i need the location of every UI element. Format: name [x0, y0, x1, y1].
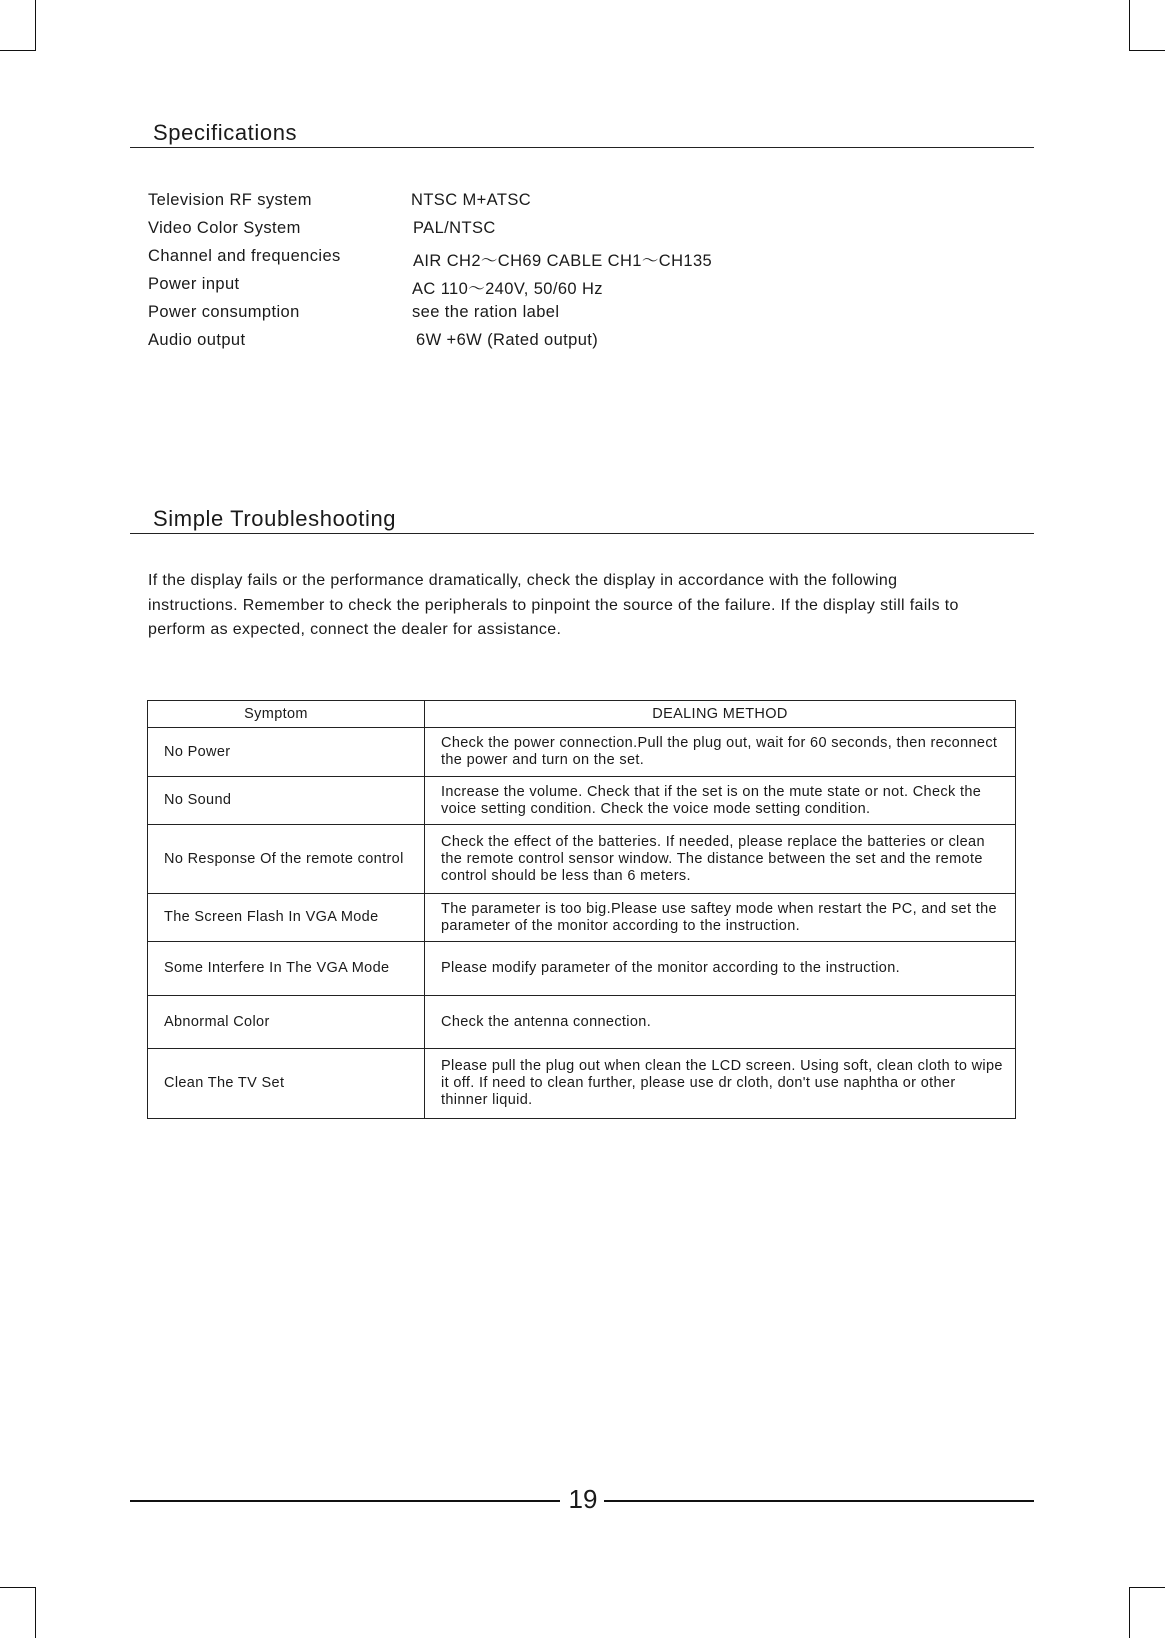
- method-cell: Increase the volume. Check that if the set is on the mute state or not. Check the voice setting condition. Check the voice mode setting condition.: [425, 777, 1016, 825]
- method-cell: The parameter is too big.Please use saftey mode when restart the PC, and set the parameter of the monitor according to the instruction.: [425, 894, 1016, 942]
- symptom-cell: Clean The TV Set: [148, 1049, 425, 1119]
- spec-value: AIR CH2～CH69 CABLE CH1～CH135: [413, 252, 713, 270]
- symptom-header: Symptom: [148, 701, 425, 728]
- method-cell: Check the antenna connection.: [425, 996, 1016, 1049]
- method-cell: Please modify parameter of the monitor according to the instruction.: [425, 942, 1016, 996]
- method-header: DEALING METHOD: [425, 701, 1016, 728]
- spec-label: Audio output: [148, 331, 246, 349]
- specifications-title: Specifications: [153, 120, 298, 145]
- spec-label: Channel and frequencies: [148, 247, 341, 265]
- troubleshooting-title: Simple Troubleshooting: [153, 506, 397, 531]
- crop-mark-bottom-right: [1129, 1587, 1165, 1638]
- spec-value: PAL/NTSC: [413, 219, 496, 237]
- crop-mark-top-right: [1129, 0, 1165, 51]
- spec-value: 6W +6W (Rated output): [416, 331, 599, 349]
- table-row: [148, 728, 1016, 777]
- spec-label: Power consumption: [148, 303, 300, 321]
- page-number: 19: [568, 1484, 598, 1514]
- table-row: [148, 1049, 1016, 1119]
- symptom-cell: Some Interfere In The VGA Mode: [148, 942, 425, 996]
- troubleshooting-rule: [130, 533, 1034, 534]
- method-cell: Check the effect of the batteries. If needed, please replace the batteries or clean the remote control sensor window. The distance between the set and the remote control should be less than 6 meters.: [425, 825, 1016, 894]
- spec-value: AC 110～240V, 50/60 Hz: [412, 280, 603, 298]
- footer-rule-right: [604, 1500, 1034, 1502]
- symptom-cell: No Sound: [148, 777, 425, 825]
- spec-value: NTSC M+ATSC: [411, 191, 532, 209]
- table-header-row: [148, 701, 1016, 728]
- symptom-cell: No Response Of the remote control: [148, 825, 425, 894]
- spec-value: see the ration label: [412, 303, 560, 321]
- spec-label: Television RF system: [148, 191, 312, 209]
- spec-label: Video Color System: [148, 219, 301, 237]
- table-row: [148, 825, 1016, 894]
- table-row: [148, 942, 1016, 996]
- table-row: [148, 777, 1016, 825]
- table-row: [148, 996, 1016, 1049]
- troubleshooting-table: [147, 700, 1016, 1119]
- crop-mark-bottom-left: [0, 1587, 36, 1638]
- specifications-rule: [130, 147, 1034, 148]
- method-cell: Check the power connection.Pull the plug out, wait for 60 seconds, then reconnect the power and turn on the set.: [425, 728, 1016, 777]
- spec-label: Power input: [148, 275, 240, 293]
- table-row: [148, 894, 1016, 942]
- troubleshooting-intro: If the display fails or the performance dramatically, check the display in accordance with the following instructions. Remember to check the peripherals to pinpoint the source of the failure. If the display still fails to perform as expected, connect the dealer for assistance.: [148, 572, 959, 638]
- footer-rule-left: [130, 1500, 560, 1502]
- symptom-cell: Abnormal Color: [148, 996, 425, 1049]
- symptom-cell: The Screen Flash In VGA Mode: [148, 894, 425, 942]
- symptom-cell: No Power: [148, 728, 425, 777]
- method-cell: Please pull the plug out when clean the LCD screen. Using soft, clean cloth to wipe it off. If need to clean further, please use dr cloth, don't use naphtha or other thinner liquid.: [425, 1049, 1016, 1119]
- crop-mark-top-left: [0, 0, 36, 51]
